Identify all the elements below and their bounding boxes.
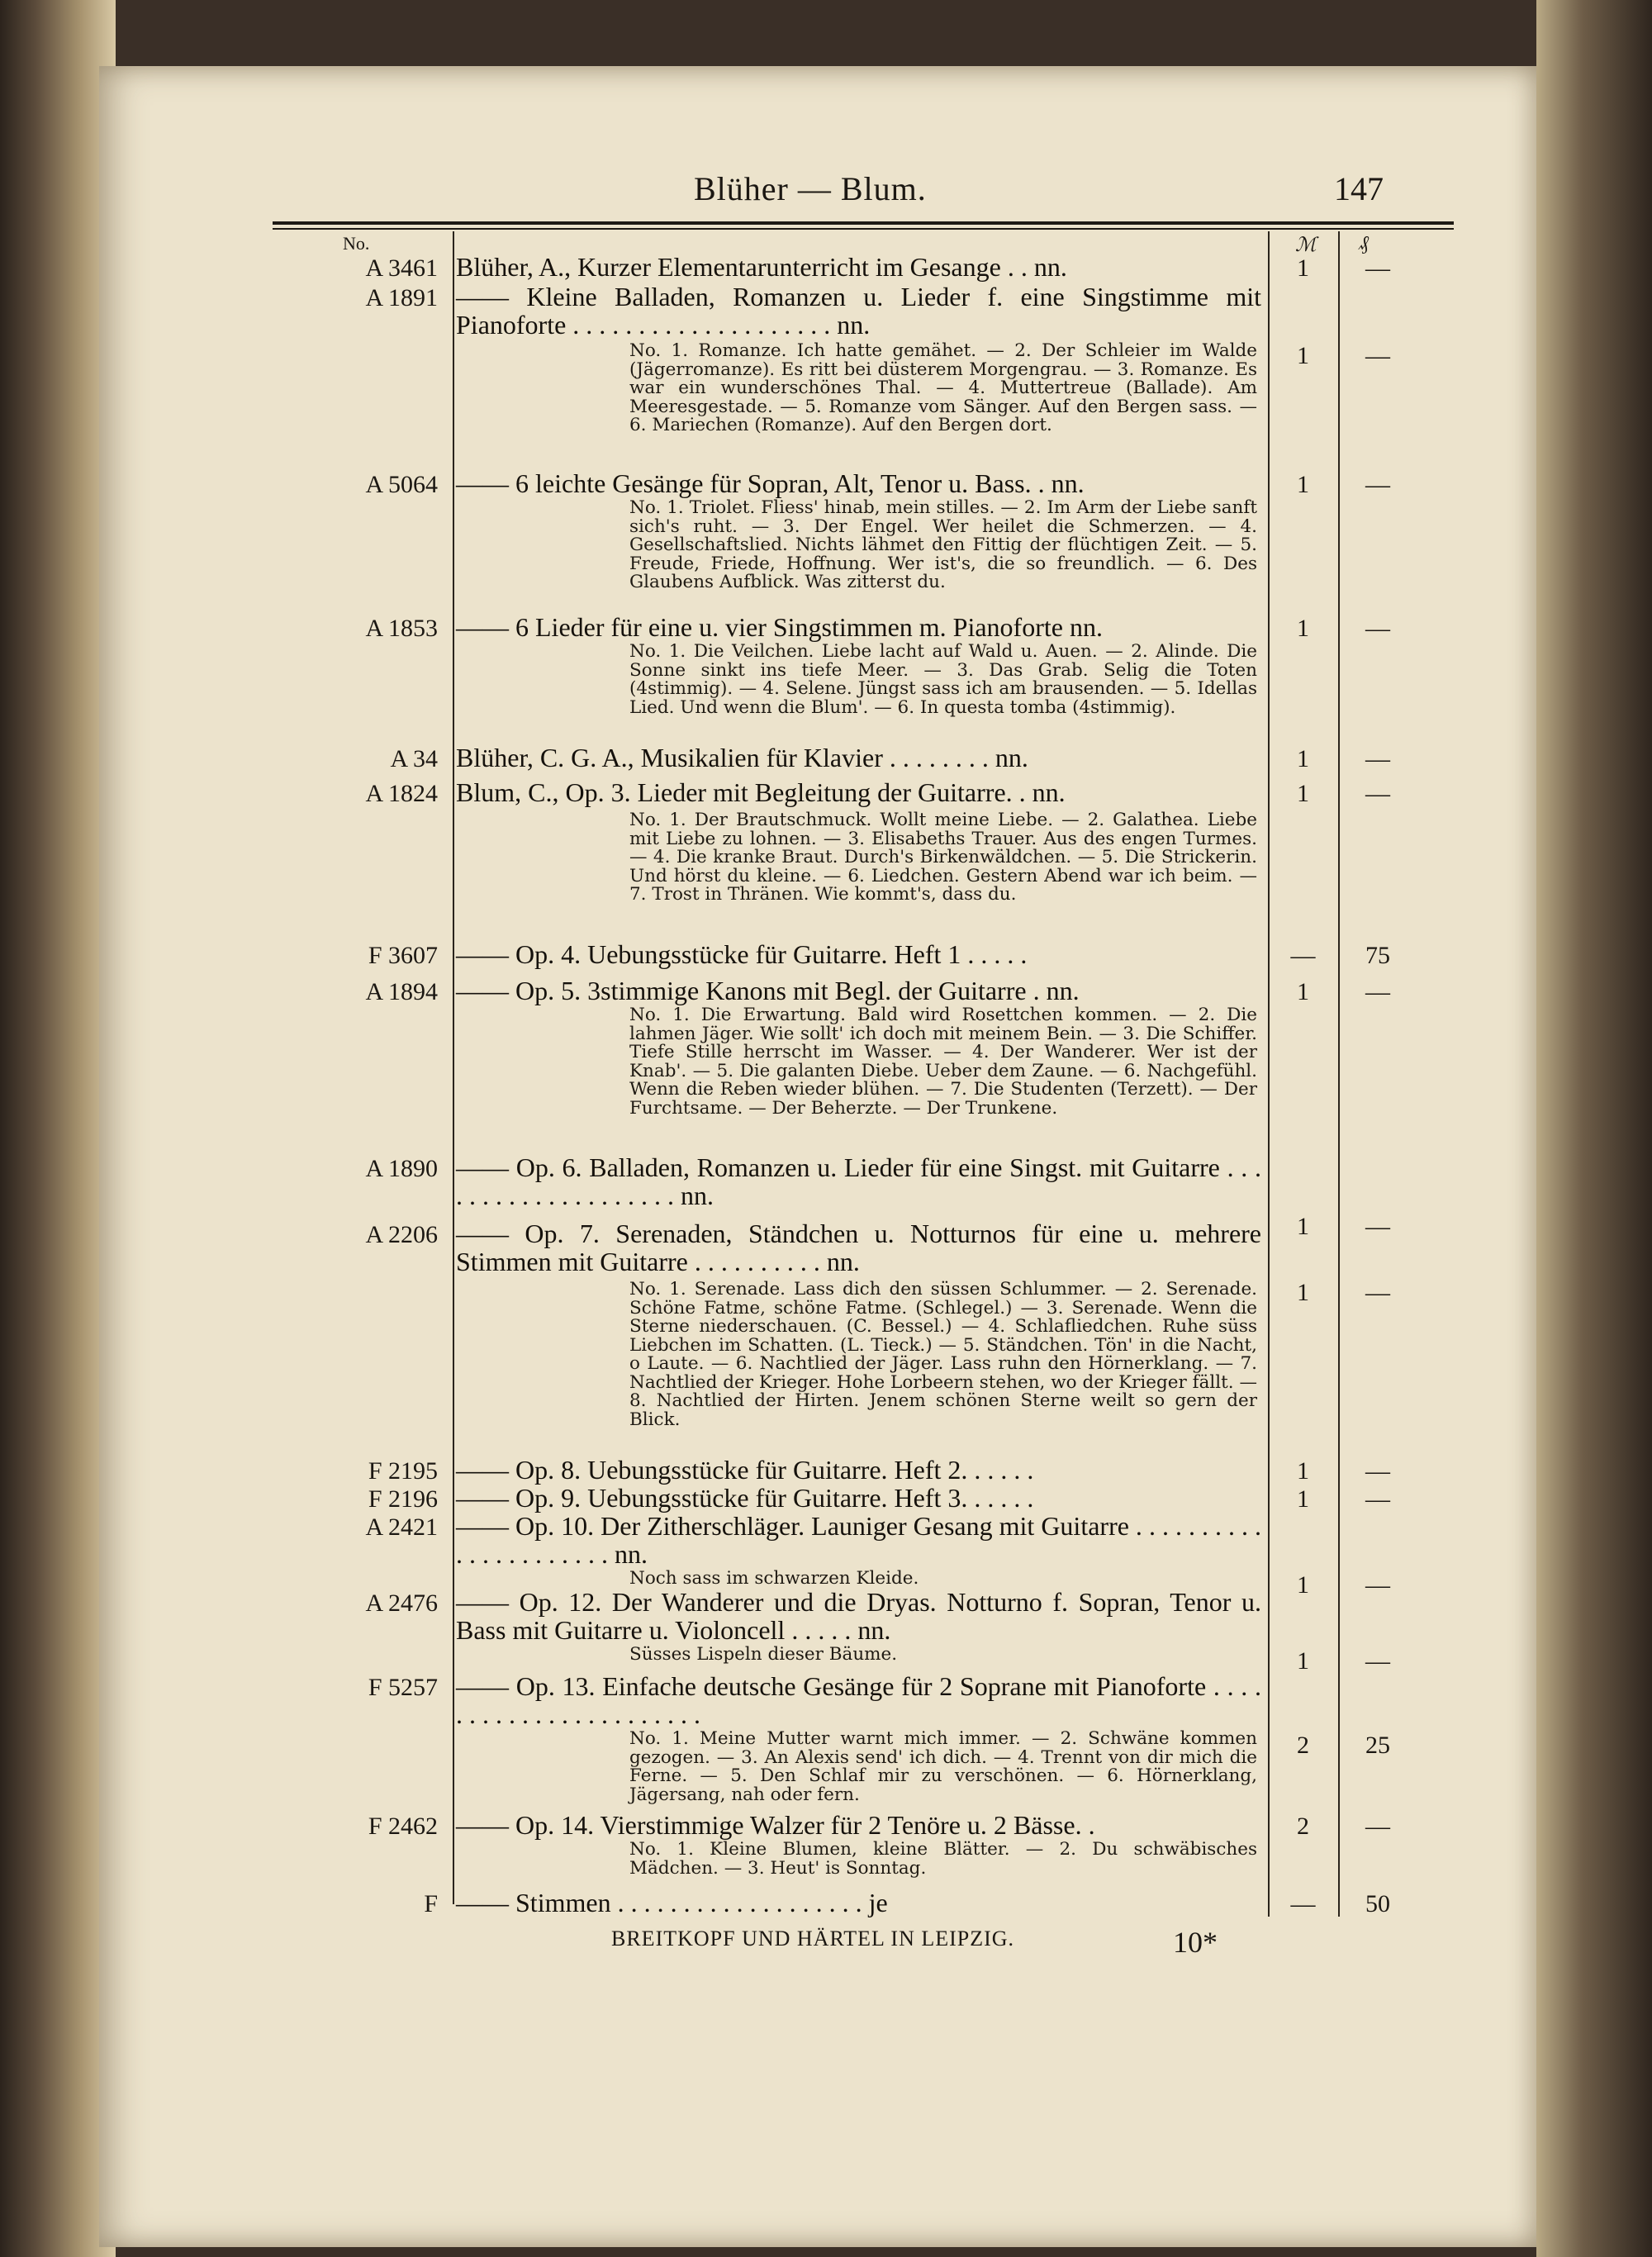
price-pfennig: — [1365,1571,1390,1599]
price-mark: 1 [1297,1279,1309,1306]
column-divider-number [453,231,454,1904]
catalog-number: A 3461 [365,254,438,282]
book-binding-right [1536,0,1652,2257]
price-pfennig: — [1365,780,1390,807]
price-mark: 1 [1297,780,1309,807]
price-pfennig: — [1365,978,1390,1005]
catalog-number: A 1853 [365,615,438,642]
column-header-no: No. [343,233,370,254]
price-mark: 1 [1297,471,1309,498]
entry-contents-note: Süsses Lispeln dieser Bäume. [629,1644,898,1665]
entry-title: —— Op. 7. Serenaden, Ständchen u. Notturnos für eine u. mehrere Stimmen mit Guitarre . . . . . . . . . . nn. [456,1219,1261,1276]
price-mark: 1 [1297,745,1309,772]
entry-title: —— Op. 5. 3stimmige Kanons mit Begl. der Guitarre . nn. [456,976,1080,1005]
price-mark: 1 [1297,1485,1309,1513]
entry-title: —— Op. 6. Balladen, Romanzen u. Lieder für eine Singst. mit Guitarre . . . . . . . . . . . . . . . . . . . . nn. [456,1152,1261,1210]
column-divider-pfennig [1338,231,1340,1917]
entry-title: —— Kleine Balladen, Romanzen u. Lieder f. eine Singstimme mit Pianoforte . . . . . . . . . . . . . . . . . . . . nn. [456,282,1261,340]
catalog-number: F 5257 [368,1674,438,1701]
price-pfennig: — [1365,1279,1390,1306]
entry-title: —— Op. 13. Einfache deutsche Gesänge für 2 Soprane mit Pianoforte . . . . . . . . . . . . . . . . . . . . . . . [456,1671,1261,1729]
price-pfennig: — [1365,342,1390,369]
page-header-title: Blüher — Blum. [694,170,927,207]
price-mark: — [1290,1890,1316,1917]
price-pfennig: — [1365,615,1390,642]
entry-contents-note: No. 1. Die Veilchen. Liebe lacht auf Wald u. Auen. — 2. Alinde. Die Sonne sinkt ins tiefe Meer. — 3. Das Grab. Selig die Toten (4stimmig). — 4. Selene. Jüngst sass ich am brausenden. — 5. Idellas Lied. Und wenn die Blum'. — 6. In questa tomba (4stimmig). [629,641,1257,718]
entry-contents-note: No. 1. Meine Mutter warnt mich immer. — 2. Schwäne kommen gezogen. — 3. An Alexis send' ich dich. — 4. Trennt von dir mich die Ferne. — 5. Den Schlaf mir zu verschönen. — 6. Hörnerklang, Jägersang, nah oder fern. [629,1728,1257,1805]
price-mark: — [1290,942,1316,969]
catalog-number: A 34 [390,745,438,772]
price-pfennig: — [1365,745,1390,772]
price-mark: 1 [1297,1571,1309,1599]
entry-contents-note: No. 1. Serenade. Lass dich den süssen Schlummer. — 2. Serenade. Schöne Fatme, schöne Fatme. (Schlegel.) — 3. Serenade. Wenn die Sterne niederschauen. (C. Bessel.) — 4. Schlafliedchen. Ruhe süss Liebchen im Schatten. (L. Tieck.) — 5. Ständchen. Tön' in die Nacht, o Laute. — 6. Nachtlied der Jäger. Lass ruhn den Hörnerklang. — 7. Nachtlied der Krieger. Hohe Lorbeern stehen, wo der Krieger fällt. — 8. Nachtlied der Hirten. Jenem schönen Sterne weilt so gern der Blick. [629,1279,1257,1430]
price-pfennig: 25 [1365,1732,1390,1759]
entry-title: Blüher, C. G. A., Musikalien für Klavier . . . . . . . . nn. [456,743,1028,772]
price-pfennig: — [1365,1485,1390,1513]
column-header-mark: ℳ [1295,235,1317,256]
catalog-number: A 1890 [365,1155,438,1182]
entry-title: —— Op. 8. Uebungsstücke für Guitarre. Heft 2. . . . . . [456,1455,1034,1485]
entry-title: —— Op. 12. Der Wanderer und die Dryas. Notturno f. Sopran, Tenor u. Bass mit Guitarre u. Violoncell . . . . . nn. [456,1587,1261,1645]
catalog-number: A 1824 [365,780,438,807]
entry-title: —— 6 Lieder für eine u. vier Singstimmen m. Pianoforte nn. [456,612,1103,642]
catalog-number: A 2421 [365,1513,438,1541]
price-pfennig: 75 [1365,942,1390,969]
book-binding-left [0,0,116,2257]
entry-title: —— Op. 4. Uebungsstücke für Guitarre. Heft 1 . . . . . [456,939,1028,969]
price-mark: 1 [1297,978,1309,1005]
price-mark: 1 [1297,342,1309,369]
catalog-number: F 2195 [368,1457,438,1485]
entry-contents-note: No. 1. Romanze. Ich hatte gemähet. — 2. Der Schleier im Walde (Jägerromanze). Es ritt bei düsterem Morgengrau. — 3. Romanze. Es war ein wunderschönes Thal. — 4. Muttertreue (Ballade). Am Meeresgestade. — 5. Romanze vom Sänger. Auf den Bergen sass. — 6. Mariechen (Romanze). Auf den Bergen dort. [629,340,1257,435]
price-mark: 2 [1297,1813,1309,1840]
entry-title: —— Op. 9. Uebungsstücke für Guitarre. Heft 3. . . . . . [456,1483,1034,1513]
header-rule [273,221,1454,225]
price-mark: 1 [1297,1213,1309,1240]
column-divider-mark [1268,231,1270,1917]
catalog-number: A 5064 [365,471,438,498]
catalog-number: F 3607 [368,942,438,969]
price-mark: 2 [1297,1732,1309,1759]
page-number: 147 [1334,170,1384,207]
catalog-number: A 2206 [365,1221,438,1248]
entry-contents-note: No. 1. Triolet. Fliess' hinab, mein stilles. — 2. Im Arm der Liebe sanft sich's ruht. — 3. Der Engel. Wer heilet die Schmerzen. — 4. Gesellschaftslied. Nichts lähmet den Fittig der flüchtigen Zeit. — 5. Freude, Friede, Hoffnung. Wer ist's, die so freundlich. — 6. Des Glaubens Aufblick. Was zitterst du. [629,497,1257,592]
price-mark: 1 [1297,615,1309,642]
price-pfennig: — [1365,1647,1390,1675]
price-mark: 1 [1297,254,1309,282]
price-mark: 1 [1297,1647,1309,1675]
price-pfennig: — [1365,471,1390,498]
entry-title: Blüher, A., Kurzer Elementarunterricht im Gesange . . nn. [456,252,1067,282]
entry-contents-note: No. 1. Der Brautschmuck. Wollt meine Liebe. — 2. Galathea. Liebe mit Liebe zu lohnen. — 3. Elisabeths Trauer. Aus des engen Turmes. — 4. Die kranke Braut. Durch's Birkenwäldchen. — 5. Die Strickerin. Und hörst du kleine. — 6. Liedchen. Gestern Abend war ich beim. — 7. Trost in Thränen. Wie kommt's, dass du. [629,810,1257,905]
signature-mark: 10* [1173,1926,1218,1959]
price-mark: 1 [1297,1457,1309,1485]
price-pfennig: — [1365,1213,1390,1240]
entry-title: —— Op. 10. Der Zitherschläger. Launiger Gesang mit Guitarre . . . . . . . . . . . . . . . . . . . . . . nn. [456,1511,1261,1569]
price-pfennig: — [1365,254,1390,282]
catalog-number: A 2476 [365,1589,438,1617]
header-rule-thin [273,228,1454,230]
entry-title: Blum, C., Op. 3. Lieder mit Begleitung der Guitarre. . nn. [456,777,1066,807]
price-pfennig: 50 [1365,1890,1390,1917]
catalog-number: F 2462 [368,1813,438,1840]
column-header-pfennig: ₰ [1359,233,1369,254]
entry-contents-note: No. 1. Kleine Blumen, kleine Blätter. — 2. Du schwäbisches Mädchen. — 3. Heut' is Sonntag. [629,1839,1257,1879]
publisher-footer: BREITKOPF UND HÄRTEL IN LEIPZIG. [611,1927,1015,1951]
entry-title: —— Stimmen . . . . . . . . . . . . . . . . . . . je [456,1888,888,1917]
catalog-number: F [424,1890,438,1917]
catalog-number: A 1891 [365,284,438,311]
price-pfennig: — [1365,1813,1390,1840]
entry-title: —— 6 leichte Gesänge für Sopran, Alt, Tenor u. Bass. . nn. [456,468,1085,498]
catalog-number: F 2196 [368,1485,438,1513]
entry-contents-note: Noch sass im schwarzen Kleide. [629,1568,919,1589]
catalog-number: A 1894 [365,978,438,1005]
price-pfennig: — [1365,1457,1390,1485]
entry-title: —— Op. 14. Vierstimmige Walzer für 2 Tenöre u. 2 Bässe. . [456,1810,1095,1840]
entry-contents-note: No. 1. Die Erwartung. Bald wird Rosettchen kommen. — 2. Die lahmen Jäger. Wie sollt' ich doch mit meinem Bein. — 3. Die Schiffer. Tiefe Stille herrscht im Wasser. — 4. Der Wanderer. Wer ist der Knab'. — 5. Die galanten Diebe. Ueber dem Zaune. — 6. Nachgefühl. Wenn die Reben wieder blühen. — 7. Die Studenten (Terzett). — Der Furchtsame. — Der Beherzte. — Der Trunkene. [629,1005,1257,1119]
